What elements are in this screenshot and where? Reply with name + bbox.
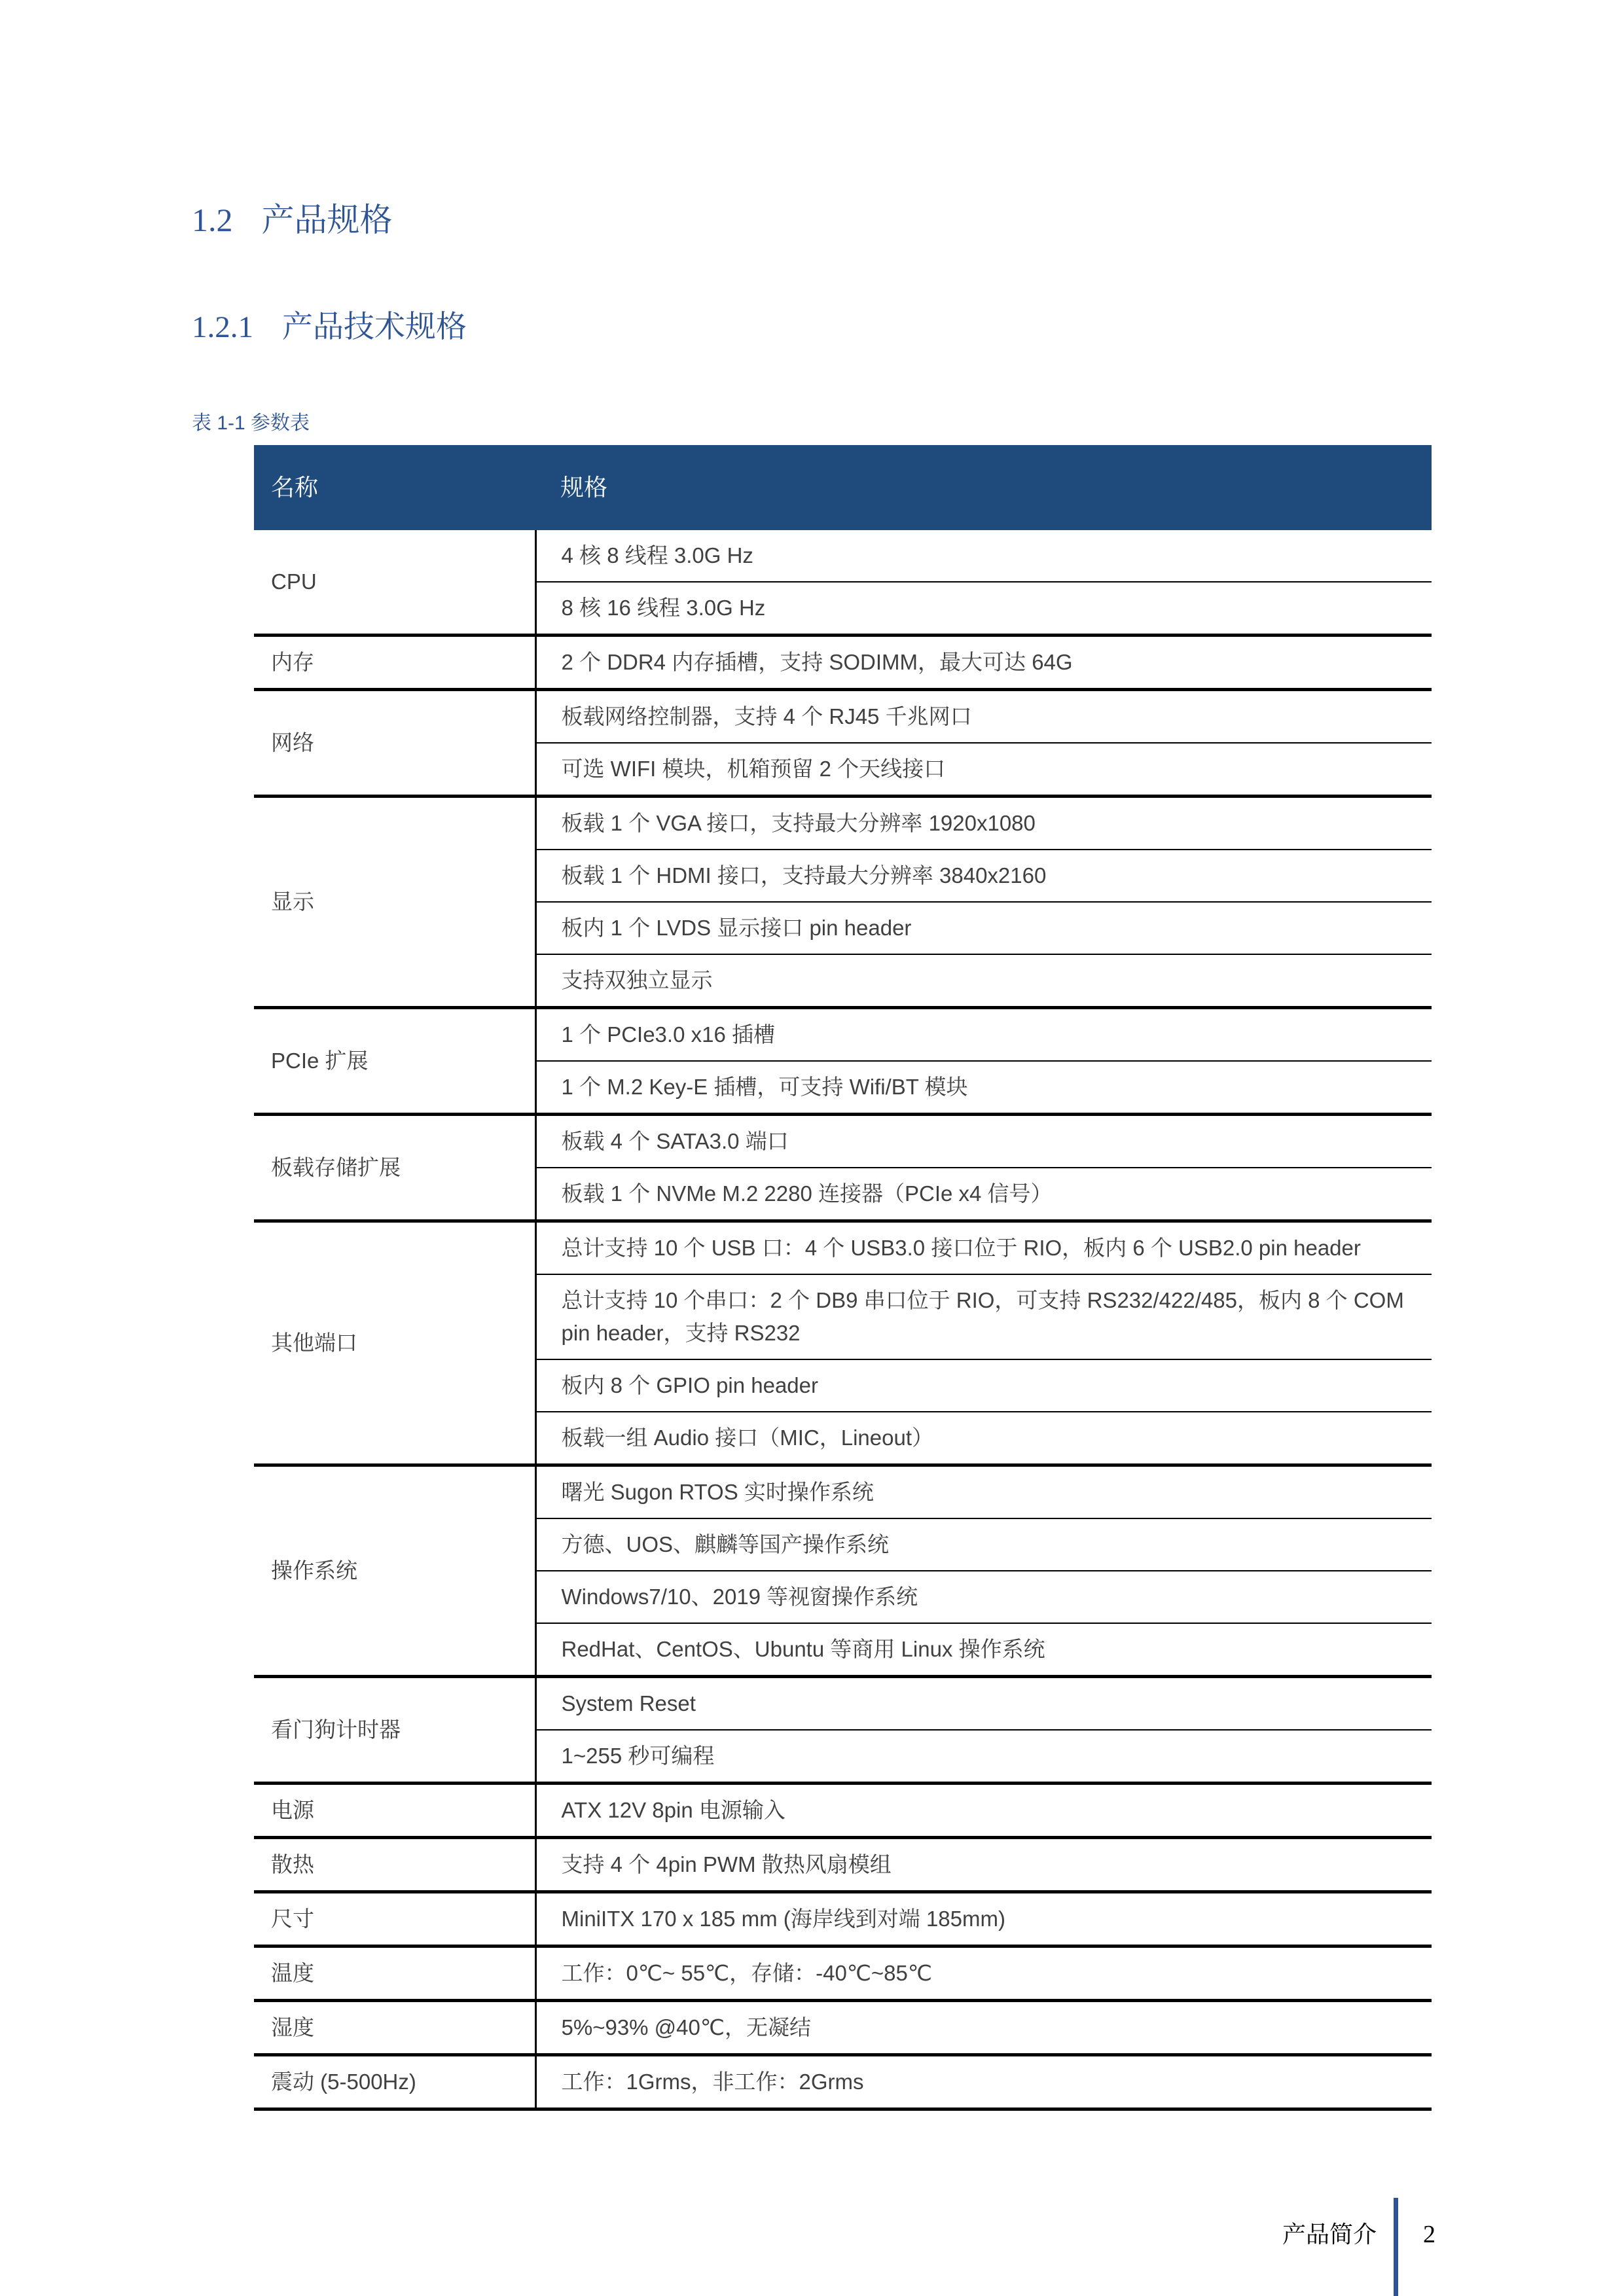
table-row [254, 530, 1432, 582]
subsection-heading [192, 309, 1240, 345]
spec-cell: 8 核 16 线程 3.0G Hz [535, 582, 1432, 636]
table-row [254, 2054, 1432, 2109]
row-label-temperature: 温度 [254, 1946, 535, 2000]
spec-cell: 曙光 Sugon RTOS 实时操作系统 [535, 1465, 1432, 1518]
table-row [254, 1946, 1432, 2000]
row-label-vibration: 震动 (5-500Hz) [254, 2054, 535, 2109]
table-row [254, 1783, 1432, 1837]
column-header-name: 名称 [254, 445, 535, 530]
row-label-watchdog: 看门狗计时器 [254, 1676, 535, 1783]
spec-cell: 方德、UOS、麒麟等国产操作系统 [535, 1518, 1432, 1571]
spec-cell: 1~255 秒可编程 [535, 1730, 1432, 1784]
footer-section-title: 产品简介 [1282, 2221, 1377, 2248]
subsection-title: 产品技术规格 [282, 308, 467, 344]
section-number: 1.2 [192, 202, 233, 238]
spec-cell: Windows7/10、2019 等视窗操作系统 [535, 1571, 1432, 1623]
spec-cell: MiniITX 170 x 185 mm (海岸线到对端 185mm) [535, 1892, 1432, 1946]
row-label-cpu: CPU [254, 530, 535, 636]
spec-cell: 板载一组 Audio 接口（MIC，Lineout） [535, 1412, 1432, 1465]
spec-cell: 可选 WIFI 模块，机箱预留 2 个天线接口 [535, 743, 1432, 797]
row-label-pcie: PCIe 扩展 [254, 1007, 535, 1114]
row-label-display: 显示 [254, 796, 535, 1007]
footer-divider-bar [1394, 2198, 1398, 2296]
table-row [254, 1114, 1432, 1168]
spec-cell: 板载网络控制器，支持 4 个 RJ45 千兆网口 [535, 689, 1432, 743]
table-row [254, 689, 1432, 743]
section-heading [192, 202, 1240, 240]
table-row [254, 1676, 1432, 1730]
spec-cell: System Reset [535, 1676, 1432, 1730]
subsection-number: 1.2.1 [192, 310, 253, 344]
row-label-cooling: 散热 [254, 1837, 535, 1892]
row-label-other-ports: 其他端口 [254, 1221, 535, 1465]
spec-cell: 1 个 PCIe3.0 x16 插槽 [535, 1007, 1432, 1061]
table-row [254, 1837, 1432, 1892]
table-row [254, 1007, 1432, 1061]
table-header-row [254, 445, 1432, 530]
row-label-dimensions: 尺寸 [254, 1892, 535, 1946]
row-label-power: 电源 [254, 1783, 535, 1837]
spec-cell: 板载 1 个 NVMe M.2 2280 连接器（PCIe x4 信号） [535, 1168, 1432, 1221]
spec-cell: 支持 4 个 4pin PWM 散热风扇模组 [535, 1837, 1432, 1892]
spec-table [254, 445, 1432, 2111]
spec-cell: 支持双独立显示 [535, 954, 1432, 1008]
column-header-spec: 规格 [535, 445, 1432, 530]
spec-cell: 2 个 DDR4 内存插槽，支持 SODIMM，最大可达 64G [535, 635, 1432, 689]
table-row [254, 1892, 1432, 1946]
spec-cell: 工作：1Grms，非工作：2Grms [535, 2054, 1432, 2109]
spec-cell: 板内 8 个 GPIO pin header [535, 1359, 1432, 1412]
table-row [254, 796, 1432, 850]
spec-cell: 4 核 8 线程 3.0G Hz [535, 530, 1432, 582]
row-label-network: 网络 [254, 689, 535, 796]
spec-cell: 板载 1 个 HDMI 接口，支持最大分辨率 3840x2160 [535, 850, 1432, 902]
row-label-memory: 内存 [254, 635, 535, 689]
row-label-humidity: 湿度 [254, 2000, 535, 2054]
spec-cell: 板内 1 个 LVDS 显示接口 pin header [535, 902, 1432, 954]
spec-cell: 总计支持 10 个 USB 口：4 个 USB3.0 接口位于 RIO，板内 6 个 USB2.0 pin header [535, 1221, 1432, 1274]
spec-cell: 板载 4 个 SATA3.0 端口 [535, 1114, 1432, 1168]
section-title: 产品规格 [261, 202, 393, 238]
spec-cell: 板载 1 个 VGA 接口，支持最大分辨率 1920x1080 [535, 796, 1432, 850]
spec-cell: 5%~93% @40℃，无凝结 [535, 2000, 1432, 2054]
spec-cell: 1 个 M.2 Key-E 插槽，可支持 Wifi/BT 模块 [535, 1061, 1432, 1115]
table-caption: 表 1-1 参数表 [192, 412, 310, 434]
page-footer [1282, 2198, 1435, 2296]
spec-cell: 总计支持 10 个串口：2 个 DB9 串口位于 RIO，可支持 RS232/422/485，板内 8 个 COM pin header，支持 RS232 [535, 1274, 1432, 1359]
table-row [254, 635, 1432, 689]
table-row [254, 1465, 1432, 1518]
spec-cell: ATX 12V 8pin 电源输入 [535, 1783, 1432, 1837]
spec-cell: RedHat、CentOS、Ubuntu 等商用 Linux 操作系统 [535, 1623, 1432, 1677]
table-row [254, 1221, 1432, 1274]
table-row [254, 2000, 1432, 2054]
row-label-storage: 板载存储扩展 [254, 1114, 535, 1221]
footer-page-number: 2 [1423, 2221, 1435, 2248]
row-label-os: 操作系统 [254, 1465, 535, 1676]
spec-cell: 工作：0℃~ 55℃，存储：-40℃~85℃ [535, 1946, 1432, 2000]
